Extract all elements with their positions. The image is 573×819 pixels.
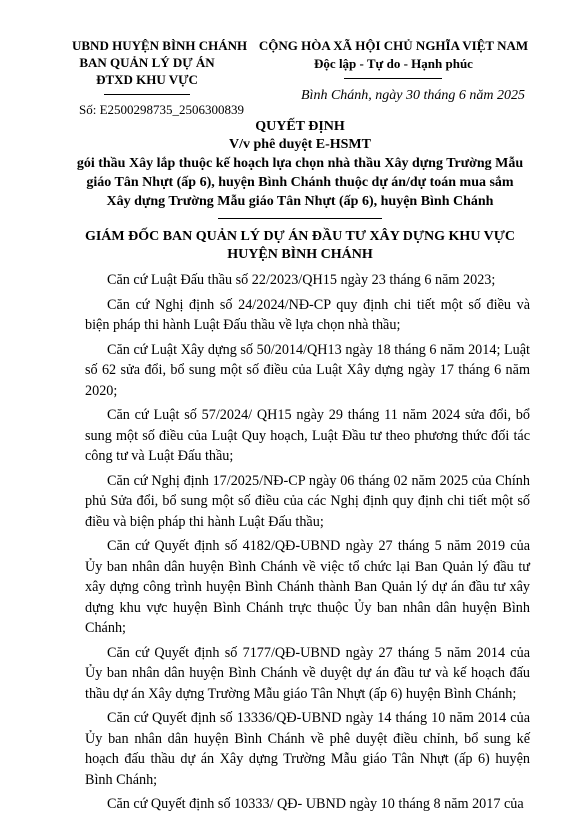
legal-basis-paragraph: Căn cứ Luật Đấu thầu số 22/2023/QH15 ngày 23 tháng 6 năm 2023; bbox=[107, 272, 496, 288]
legal-basis-paragraph: Căn cứ Nghị định số 24/2024/NĐ-CP quy định chi tiết một số điều và biện pháp thi hành Luật Đấu thầu về lựa chọn nhà thầu; bbox=[85, 296, 530, 333]
legal-basis-paragraph: Căn cứ Quyết định số 10333/ QĐ- UBND ngày 10 tháng 8 năm 2017 của bbox=[107, 796, 524, 812]
legal-basis-paragraph: Căn cứ Nghị định 17/2025/NĐ-CP ngày 06 tháng 02 năm 2025 của Chính phủ Sửa đổi, bổ sung một số điều của các Nghị định quy định chi tiết một số điều và biện pháp thi hành Luật Đấu thầu; bbox=[85, 472, 530, 530]
national-title: CỘNG HÒA XÃ HỘI CHỦ NGHĨA VIỆT NAM bbox=[258, 38, 529, 53]
subject-line-3: giáo Tân Nhựt (ấp 6), huyện Bình Chánh thuộc dự án/dự toán mua sắm bbox=[86, 175, 514, 190]
title-divider bbox=[218, 218, 382, 219]
left-header-divider bbox=[104, 94, 190, 95]
legal-basis-paragraph: Căn cứ Quyết định số 4182/QĐ-UBND ngày 27 tháng 5 năm 2019 của Ủy ban nhân dân huyện Bình Chánh về việc tổ chức lại Ban Quản lý đầu tư xây dựng công trình huyện Bình Chánh thành Ban Quản lý dự án đầu tư xây dựng khu vực huyện Bình Chánh trực thuộc Ủy ban nhân dân huyện Bình Chánh; bbox=[85, 538, 530, 636]
national-motto: Độc lập - Tự do - Hạnh phúc bbox=[314, 56, 473, 71]
issuer-board-area: ĐTXD KHU VỰC bbox=[96, 72, 198, 87]
legal-basis-paragraph: Căn cứ Quyết định số 7177/QĐ-UBND ngày 27 tháng 5 năm 2014 của Ủy ban nhân dân huyện Bình Chánh về duyệt dự án đầu tư và kế hoạch đấu thầu dự án Xây dựng Trường Mẫu giáo Tân Nhựt (ấp 6) huyện Bình Chánh; bbox=[85, 644, 530, 702]
subject-line-2: gói thầu Xây lắp thuộc kế hoạch lựa chọn nhà thầu Xây dựng Trường Mẫu bbox=[76, 156, 524, 171]
legal-basis-paragraph: Căn cứ Luật số 57/2024/ QH15 ngày 29 tháng 11 năm 2024 sửa đổi, bổ sung một số điều của Luật Quy hoạch, Luật Đầu tư theo phương thức đối tác công tư và Luật Đấu thầu; bbox=[85, 407, 530, 464]
document-number: Số: E2500298735_2506300839 bbox=[79, 102, 245, 117]
issuer-board: BAN QUẢN LÝ DỰ ÁN bbox=[79, 55, 215, 70]
right-header-divider bbox=[344, 78, 442, 79]
subject-line-4: Xây dựng Trường Mẫu giáo Tân Nhựt (ấp 6), huyện Bình Chánh bbox=[106, 194, 494, 209]
document-type-heading: QUYẾT ĐỊNH bbox=[255, 119, 345, 134]
legal-basis-paragraph: Căn cứ Luật Xây dựng số 50/2014/QH13 ngày 18 tháng 6 năm 2014; Luật số 62 sửa đổi, bổ sung một số điều của Luật Xây dựng ngày 17 tháng 6 năm 2020; bbox=[85, 341, 530, 399]
subject-line-1: V/v phê duyệt E-HSMT bbox=[229, 137, 371, 152]
issue-date: Bình Chánh, ngày 30 tháng 6 năm 2025 bbox=[301, 88, 525, 103]
authority-line-2: HUYỆN BÌNH CHÁNH bbox=[227, 247, 373, 262]
legal-basis-paragraph: Căn cứ Quyết định số 13336/QĐ-UBND ngày 14 tháng 10 năm 2014 của Ủy ban nhân dân huyện Bình Chánh về phê duyệt điều chỉnh, bổ sung kế hoạch đấu thầu dự án Xây dựng Trường Mẫu giáo Tân Nhựt (ấp 6) huyện Bình Chánh; bbox=[85, 710, 530, 788]
issuer-district: UBND HUYỆN BÌNH CHÁNH bbox=[72, 38, 248, 53]
authority-line-1: GIÁM ĐỐC BAN QUẢN LÝ DỰ ÁN ĐẦU TƯ XÂY DỰNG KHU VỰC bbox=[84, 229, 516, 244]
decision-body bbox=[85, 270, 530, 819]
